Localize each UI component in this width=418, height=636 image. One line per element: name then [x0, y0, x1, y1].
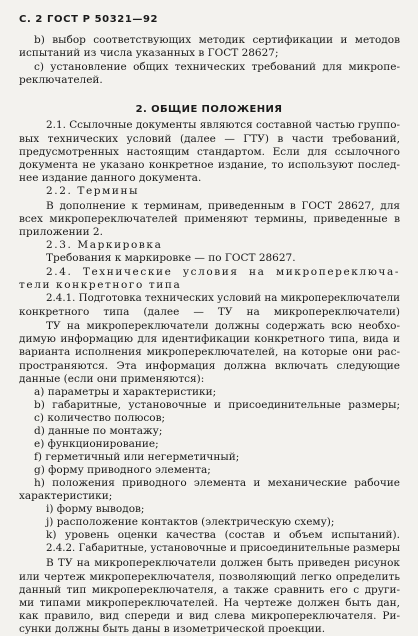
body-line: характеристики; — [19, 490, 113, 502]
body-line: a) параметры и характеристики; — [34, 386, 217, 398]
body-line: варианта исполнения микропереключателей, на которые они рас- — [19, 346, 400, 358]
body-line: вых технических условий (далее — ГТУ) в части требований, — [19, 133, 400, 145]
body-line: j) расположение контактов (электрическую схему); — [46, 516, 335, 528]
body-line: k) уровень оценки качества (состав и объем испытаний). — [46, 529, 400, 541]
page-header: С. 2 ГОСТ Р 50321—92 — [19, 14, 159, 25]
body-line: 2.4.2. Габаритные, установочные и присоединительные размеры — [46, 542, 400, 554]
body-line: как правило, вид спереди и вид слева микропереключателя. Ри- — [19, 610, 400, 622]
body-line: данный тип микропереключателя, а также сравнить его с други- — [19, 584, 400, 596]
body-line: конкретного типа (далее — ТУ на микропереключатели) — [19, 306, 400, 318]
body-line: или чертеж микропереключателя, позволяющий легко определить — [19, 571, 400, 583]
body-line: 2.3. Маркировка — [46, 239, 163, 251]
body-line: e) функционирование; — [34, 438, 159, 450]
intro-line: c) установление общих технических требований для микропе- — [34, 61, 400, 73]
body-line: c) количество полюсов; — [34, 412, 166, 424]
body-line: всех микропереключателей применяют термины, приведенные в — [19, 213, 400, 225]
body-line: В дополнение к терминам, приведенным в ГОСТ 28627, для — [46, 200, 400, 212]
body-line: нее издание данного документа. — [19, 172, 202, 184]
body-line: тели конкретного типа — [19, 279, 182, 291]
body-line: 2.4. Технические условия на микропереключа- — [46, 266, 400, 278]
body-line: i) форму выводов; — [46, 503, 145, 515]
body-line: ТУ на микропереключатели должны содержать всю необхо- — [46, 320, 400, 332]
body-line: предусмотренных настоящим стандартом. Если для ссылочного — [19, 146, 400, 158]
body-line: b) габаритные, установочные и присоединительные размеры; — [34, 399, 400, 411]
body-line: димую информацию для идентификации конкретного типа, вида и — [19, 333, 400, 345]
body-line: g) форму приводного элемента; — [34, 464, 211, 476]
body-line: 2.4.1. Подготовка технических условий на микропереключатели — [46, 292, 400, 304]
body-line: Требования к маркировке — по ГОСТ 28627. — [46, 252, 296, 264]
body-line: сунки должны быть даны в изометрической проекции. — [19, 623, 326, 635]
body-line: f) герметичный или негерметичный; — [34, 451, 240, 463]
intro-line: испытаний из числа указанных в ГОСТ 28627; — [19, 47, 279, 59]
body-line: d) данные по монтажу; — [34, 425, 163, 437]
body-line: h) положения приводного элемента и механические рабочие — [34, 477, 400, 489]
intro-line: реключателей. — [19, 74, 103, 86]
body-line: 2.2. Термины — [46, 185, 140, 197]
body-line: документа не указано конкретное издание, то используют послед- — [19, 159, 400, 171]
body-line: приложении 2. — [19, 226, 103, 238]
body-line: 2.1. Ссылочные документы являются составной частью группо- — [46, 119, 400, 131]
section-title: 2. ОБЩИЕ ПОЛОЖЕНИЯ — [135, 104, 283, 115]
intro-line: b) выбор соответствующих методик сертификации и методов — [34, 34, 400, 46]
body-line: данные (если они применяются): — [19, 373, 205, 385]
body-line: пространяются. Эта информация должна включать следующие — [19, 360, 400, 372]
body-line: ми типами микропереключателей. На чертеже должен быть дан, — [19, 597, 400, 609]
body-line: В ТУ на микропереключатели должен быть приведен рисунок — [46, 557, 400, 569]
